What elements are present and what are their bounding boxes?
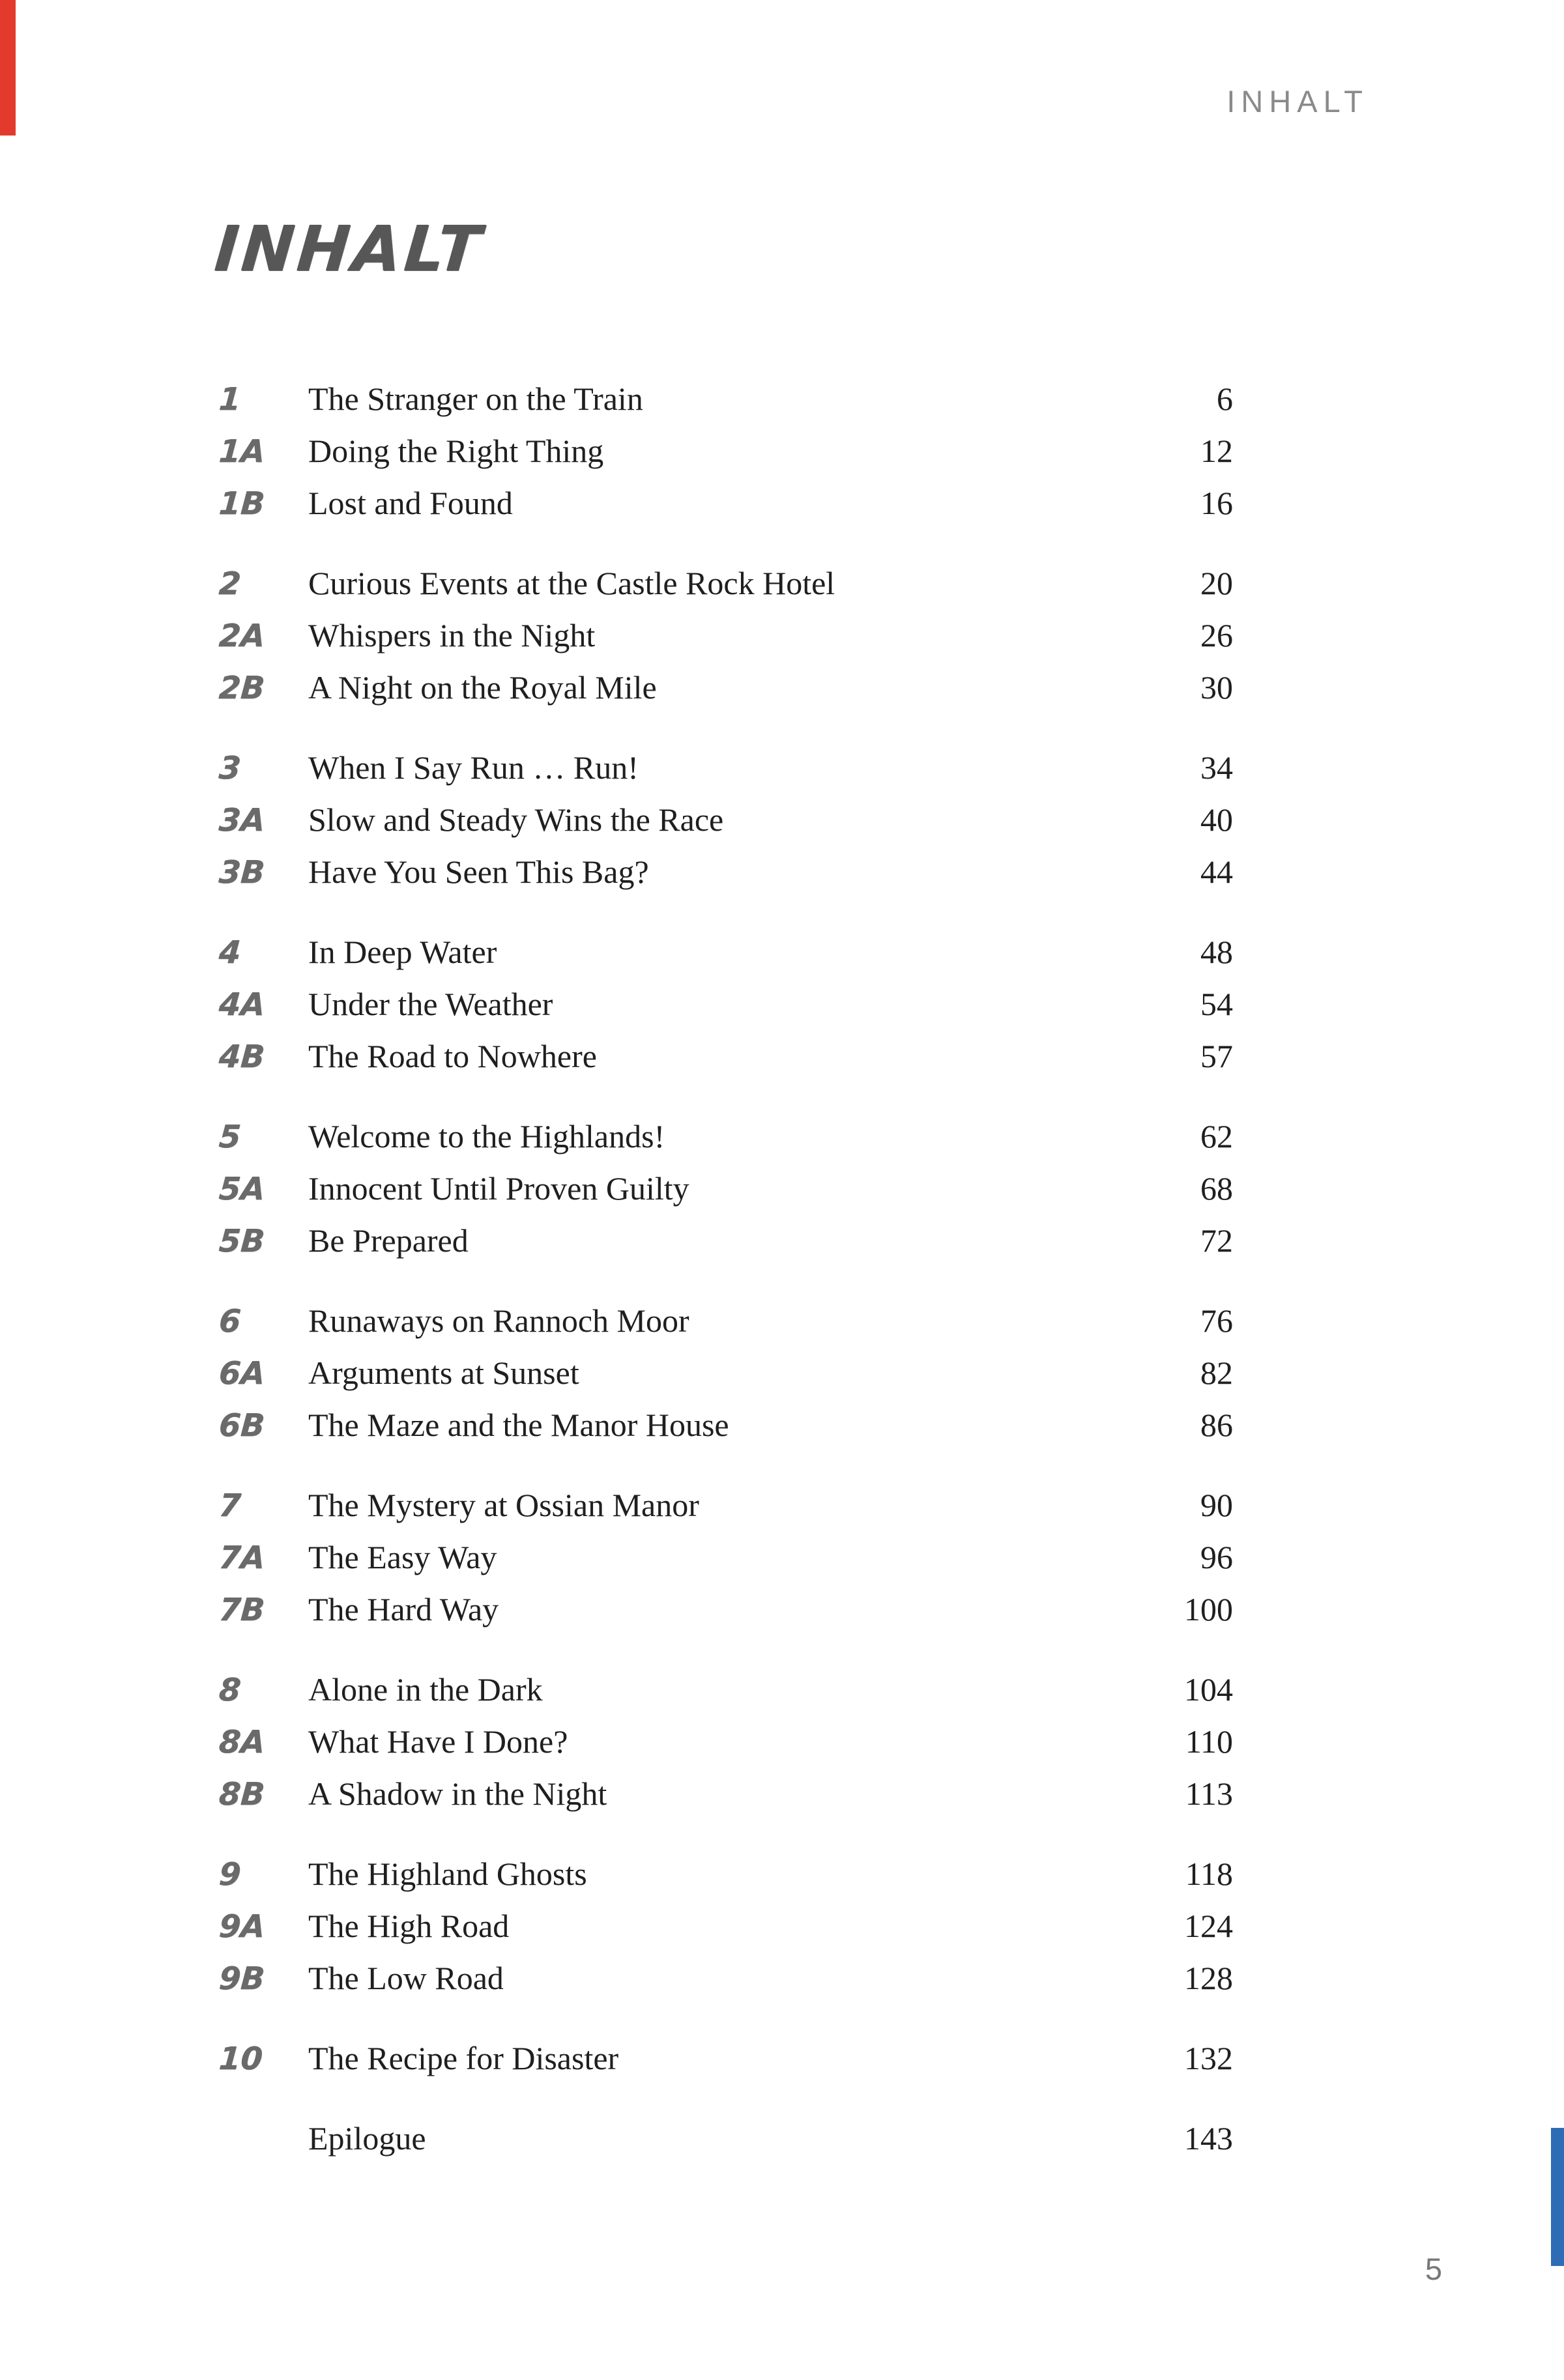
toc-entry-page: 57 [1200,1038,1233,1074]
toc-entry-number: 6 [218,1303,242,1340]
page-title: INHALT [212,212,487,285]
toc-entry [219,477,1233,529]
toc-entry-number: 7B [218,1592,266,1628]
toc-entry-page: 96 [1200,1539,1233,1575]
toc-entry-title: Doing the Right Thing [308,433,604,469]
toc-entry [219,2112,1233,2164]
toc-entry-number: 8A [218,1724,267,1760]
toc-entry-title: The Low Road [308,1960,504,1996]
toc-entry [219,609,1233,661]
toc-entry [219,1848,1233,1900]
toc-entry [219,1030,1233,1082]
toc-entry [219,1768,1233,1820]
toc-entry-title: Slow and Steady Wins the Race [308,801,724,838]
toc-entry-page: 82 [1200,1355,1233,1391]
toc-entry-title: Have You Seen This Bag? [308,853,649,890]
toc-entry-number: 3 [218,750,242,786]
toc-entry [219,661,1233,713]
toc-entry-title: Under the Weather [308,986,553,1022]
toc-entry-title: Curious Events at the Castle Rock Hotel [308,565,835,601]
toc-entry-page: 113 [1185,1775,1233,1812]
toc-entry-page: 72 [1200,1222,1233,1259]
toc-entry-title: The Highland Ghosts [308,1856,587,1892]
toc-entry [219,1583,1233,1635]
toc-entry-title: A Night on the Royal Mile [308,669,657,706]
toc-entry [219,373,1233,425]
toc-entry-page: 40 [1200,801,1233,838]
toc-entry-title: A Shadow in the Night [308,1775,607,1812]
toc-entry-page: 118 [1185,1856,1233,1892]
toc-entry-page: 34 [1200,749,1233,786]
toc-entry-title: The Maze and the Manor House [308,1407,729,1443]
toc-entry-number: 1 [218,381,242,418]
toc-entry-number: 8 [218,1672,242,1708]
toc-entry-page: 48 [1200,934,1233,970]
toc-entry [219,794,1233,846]
toc-entry [219,741,1233,794]
toc-entry-number: 4 [218,934,242,971]
toc-entry-page: 44 [1200,853,1233,890]
toc-entry-number: 6B [218,1407,266,1444]
toc-entry-title: Innocent Until Proven Guilty [308,1170,689,1207]
toc-entry [219,1295,1233,1347]
toc-entry-page: 76 [1200,1302,1233,1339]
toc-entry-title: Arguments at Sunset [308,1355,579,1391]
toc-entry-title: The Stranger on the Train [308,380,643,417]
toc-entry-page: 90 [1200,1487,1233,1523]
toc-entry [219,978,1233,1030]
toc-entry [219,926,1233,978]
toc-entry [219,1479,1233,1531]
toc-entry-title: When I Say Run … Run! [308,749,639,786]
toc-entry-number: 9A [218,1908,267,1945]
toc-entry-title: The Road to Nowhere [308,1038,597,1074]
toc-entry-number: 9 [218,1856,242,1893]
toc-entry [219,1900,1233,1952]
toc-entry-number: 4B [218,1039,266,1075]
toc-group [219,1663,1233,1820]
toc-entry-title: The High Road [308,1908,510,1944]
toc-entry-number: 7 [218,1487,242,1524]
toc-entry-page: 128 [1184,1960,1233,1996]
toc-entry [219,1663,1233,1715]
toc-entry-number: 5B [218,1223,266,1259]
toc-entry-page: 54 [1200,986,1233,1022]
toc-entry-title: Alone in the Dark [308,1671,543,1708]
toc-group [219,741,1233,898]
toc-entry-title: The Mystery at Ossian Manor [308,1487,699,1523]
toc-list [219,373,1233,2192]
toc-entry-number: 1B [218,485,266,522]
toc-group [219,1479,1233,1635]
toc-entry-title: Epilogue [308,2120,426,2157]
page-edge-marker-blue [1551,2128,1564,2266]
toc-group [219,926,1233,1082]
toc-entry [219,1952,1233,2004]
toc-group [219,557,1233,713]
toc-group [219,1110,1233,1267]
toc-group [219,2032,1233,2084]
toc-entry [219,425,1233,477]
toc-entry [219,1399,1233,1451]
toc-entry-page: 110 [1185,1723,1233,1760]
toc-entry-page: 12 [1200,433,1233,469]
toc-entry-number: 10 [218,2041,264,2077]
toc-entry-title: The Recipe for Disaster [308,2040,619,2076]
toc-entry-page: 62 [1200,1118,1233,1154]
toc-entry-page: 16 [1200,485,1233,521]
toc-entry-page: 104 [1184,1671,1233,1708]
toc-entry-number: 8B [218,1776,266,1813]
toc-entry-page: 20 [1200,565,1233,601]
toc-entry-page: 68 [1200,1170,1233,1207]
toc-entry-page: 124 [1184,1908,1233,1944]
toc-entry [219,1347,1233,1399]
toc-entry-number: 2B [218,670,266,706]
toc-entry [219,846,1233,898]
toc-entry-number: 5A [218,1171,267,1207]
toc-entry-number: 2 [218,566,242,602]
toc-entry-page: 132 [1184,2040,1233,2076]
toc-entry-number: 3B [218,854,266,891]
toc-entry-title: Runaways on Rannoch Moor [308,1302,689,1339]
toc-entry [219,1162,1233,1214]
toc-entry-title: In Deep Water [308,934,497,970]
toc-group [219,2112,1233,2164]
toc-entry-title: Lost and Found [308,485,513,521]
toc-entry-title: Welcome to the Highlands! [308,1118,665,1154]
toc-entry-page: 86 [1200,1407,1233,1443]
toc-group [219,1848,1233,2004]
toc-entry-page: 30 [1200,669,1233,706]
toc-entry-title: The Hard Way [308,1591,499,1627]
toc-entry [219,557,1233,609]
toc-entry [219,1531,1233,1583]
toc-entry-page: 143 [1184,2120,1233,2157]
toc-entry-page: 6 [1217,380,1233,417]
toc-entry [219,2032,1233,2084]
toc-entry-number: 7A [218,1540,267,1576]
toc-entry-number: 6A [218,1355,267,1392]
toc-entry-title: Whispers in the Night [308,617,596,653]
toc-entry-page: 26 [1200,617,1233,653]
toc-entry [219,1110,1233,1162]
toc-entry-number: 2A [218,618,267,654]
toc-entry-title: The Easy Way [308,1539,497,1575]
toc-entry-number: 1A [218,433,267,470]
toc-group [219,373,1233,529]
toc-entry-title: What Have I Done? [308,1723,568,1760]
page-number: 5 [1425,2252,1443,2286]
toc-entry-title: Be Prepared [308,1222,469,1259]
toc-entry-number: 9B [218,1960,266,1997]
toc-entry-page: 100 [1184,1591,1233,1627]
toc-entry-number: 4A [218,986,267,1023]
toc-entry [219,1214,1233,1267]
toc-entry-number: 3A [218,802,267,839]
toc-entry [219,1715,1233,1768]
toc-group [219,1295,1233,1451]
running-head: INHALT [1226,84,1368,119]
toc-entry-number: 5 [218,1119,242,1155]
